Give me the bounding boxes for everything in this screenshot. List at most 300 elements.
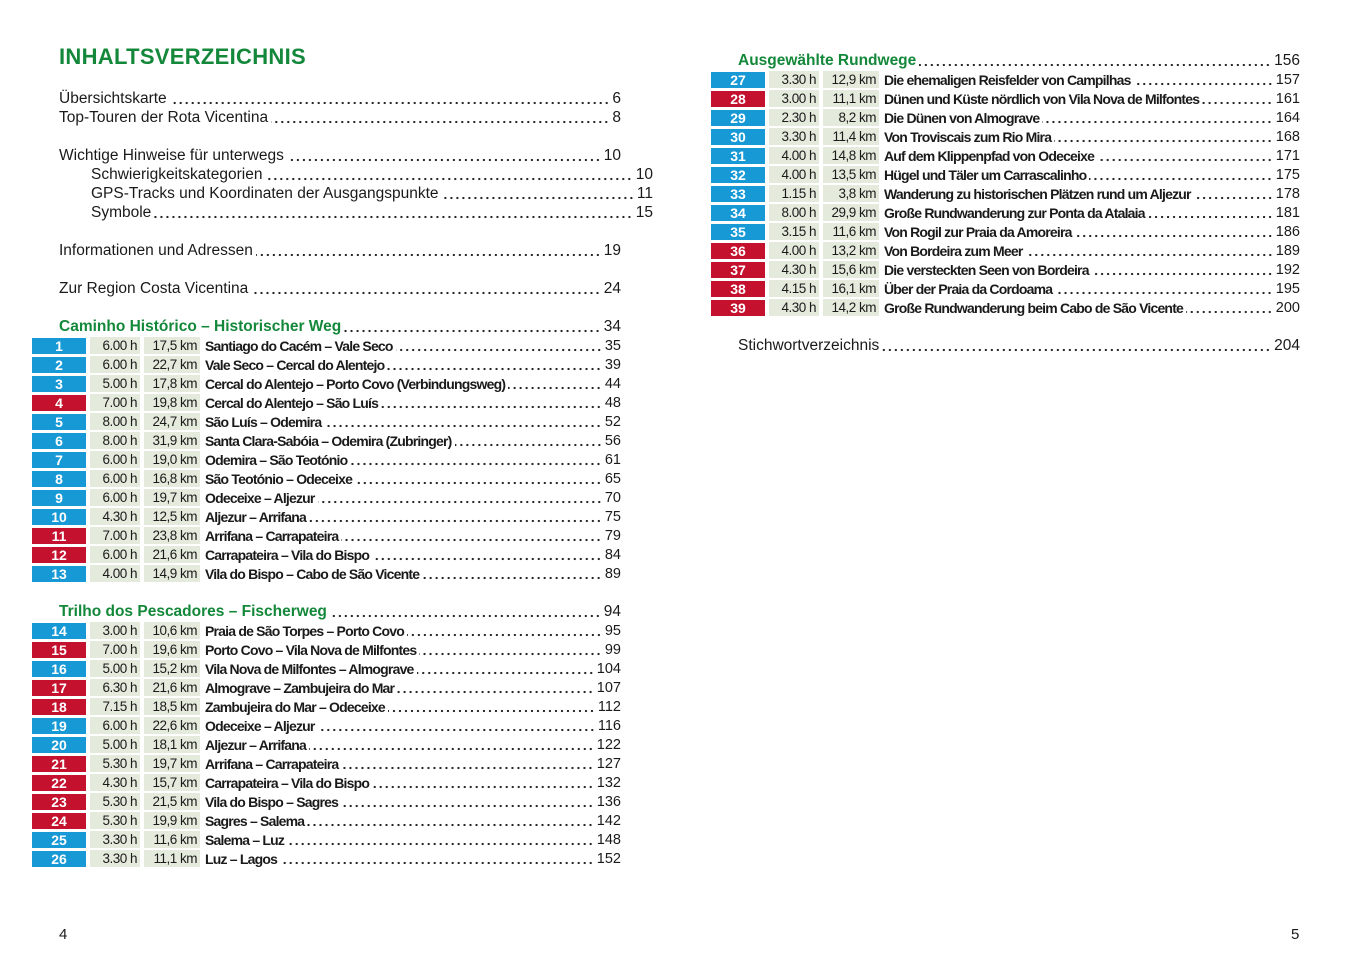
duration: 4.30 h: [769, 299, 819, 316]
dot-leader: [388, 697, 595, 716]
dot-leader: [256, 241, 601, 260]
page-ref: 195: [1275, 280, 1300, 297]
entry-title: Odeceixe – Aljezur: [205, 489, 315, 506]
duration: 7.15 h: [90, 698, 140, 715]
entry-title: Trilho dos Pescadores – Fischerweg: [59, 602, 327, 620]
distance: 13,5 km: [823, 166, 879, 183]
route-row[interactable]: [32, 659, 621, 678]
distance: 14,8 km: [823, 147, 879, 164]
dot-leader: [1026, 241, 1273, 260]
entry-title: Zambujeira do Mar – Odeceixe: [205, 698, 385, 715]
route-row[interactable]: [32, 336, 621, 355]
duration: 6.00 h: [90, 717, 140, 734]
page-ref: 142: [596, 812, 621, 829]
route-row[interactable]: [711, 127, 1300, 146]
duration: 2.30 h: [769, 109, 819, 126]
entry-title: Ausgewählte Rundwege: [738, 51, 917, 69]
distance: 22,7 km: [144, 356, 200, 373]
route-number-badge: 28: [711, 91, 765, 107]
toc-entry[interactable]: [59, 89, 621, 108]
entry-title: Aljezur – Arrifana: [205, 508, 307, 525]
entry-title: Schwierigkeitskategorien: [91, 165, 263, 183]
route-number-badge: 29: [711, 110, 765, 126]
entry-title: Santa Clara-Sabóia – Odemira (Zubringer): [205, 432, 452, 449]
route-row[interactable]: [711, 89, 1300, 108]
route-number-badge: 2: [32, 357, 86, 373]
page-ref: 34: [603, 317, 621, 335]
route-number-badge: 1: [32, 338, 86, 354]
route-row[interactable]: [711, 222, 1300, 241]
distance: 21,6 km: [144, 679, 200, 696]
entry-title: Symbole: [91, 203, 152, 221]
route-number-badge: 12: [32, 547, 86, 563]
page-ref: 8: [612, 108, 621, 126]
route-row[interactable]: [32, 450, 621, 469]
entry-title: São Luís – Odemira: [205, 413, 322, 430]
entry-title: Almograve – Zambujeira do Mar: [205, 679, 395, 696]
page-ref: 99: [604, 641, 621, 658]
entry-title: Große Rundwanderung zur Ponta da Atalaia: [884, 204, 1145, 221]
duration: 4.00 h: [90, 565, 140, 582]
dot-leader: [287, 146, 601, 165]
route-number-badge: 9: [32, 490, 86, 506]
route-row[interactable]: [711, 165, 1300, 184]
dot-leader: [508, 374, 602, 393]
distance: 3,8 km: [823, 185, 879, 202]
page-ref: 148: [596, 831, 621, 848]
duration: 7.00 h: [90, 641, 140, 658]
dot-leader: [341, 526, 602, 545]
page-ref: 11: [636, 184, 653, 202]
dot-leader: [882, 336, 1271, 355]
entry-title: Große Rundwanderung beim Cabo de São Vicente: [884, 299, 1184, 316]
dot-leader: [341, 754, 593, 773]
route-row[interactable]: [32, 697, 621, 716]
route-number-badge: 21: [32, 756, 86, 772]
entry-title: Vila do Bispo – Sagres: [205, 793, 339, 810]
distance: 19,9 km: [144, 812, 200, 829]
duration: 6.00 h: [90, 356, 140, 373]
section-heading[interactable]: [59, 317, 621, 336]
distance: 22,6 km: [144, 717, 200, 734]
duration: 4.30 h: [90, 774, 140, 791]
route-row[interactable]: [32, 811, 621, 830]
page-ref: 56: [604, 432, 621, 449]
dot-leader: [318, 716, 595, 735]
route-row[interactable]: [32, 640, 621, 659]
route-row[interactable]: [711, 203, 1300, 222]
dot-leader: [341, 792, 594, 811]
dot-leader: [1054, 127, 1273, 146]
page-ref: 65: [604, 470, 621, 487]
entry-title: Aljezur – Arrifana: [205, 736, 307, 753]
page-ref: 24: [603, 279, 621, 297]
duration: 5.30 h: [90, 812, 140, 829]
entry-title: Arrifana – Carrapateira: [205, 755, 339, 772]
route-row[interactable]: [32, 507, 621, 526]
distance: 11,6 km: [144, 831, 200, 848]
route-number-badge: 19: [32, 718, 86, 734]
distance: 16,8 km: [144, 470, 200, 487]
route-number-badge: 37: [711, 262, 765, 278]
page-title: INHALTSVERZEICHNIS: [59, 44, 307, 69]
page-ref: 186: [1275, 223, 1300, 240]
dot-leader: [919, 51, 1271, 70]
page-ref: 200: [1275, 299, 1300, 316]
route-row[interactable]: [32, 545, 621, 564]
route-number-badge: 32: [711, 167, 765, 183]
distance: 19,0 km: [144, 451, 200, 468]
dot-leader: [170, 89, 610, 108]
page-ref: 94: [603, 602, 621, 620]
duration: 3.30 h: [769, 128, 819, 145]
route-number-badge: 11: [32, 528, 86, 544]
toc-entry[interactable]: [738, 336, 1300, 355]
route-number-badge: 35: [711, 224, 765, 240]
page-ref: 35: [604, 337, 621, 354]
entry-title: Santiago do Cacém – Vale Seco: [205, 337, 393, 354]
route-row[interactable]: [32, 469, 621, 488]
entry-title: Porto Covo – Vila Nova de Milfontes: [205, 641, 417, 658]
dot-leader: [350, 450, 601, 469]
route-row[interactable]: [32, 830, 621, 849]
entry-title: Luz – Lagos: [205, 850, 278, 867]
toc-entry[interactable]: [59, 184, 653, 203]
duration: 6.00 h: [90, 489, 140, 506]
route-number-badge: 20: [32, 737, 86, 753]
page-ref: 10: [603, 146, 621, 164]
entry-title: Von Troviscais zum Rio Mira: [884, 128, 1052, 145]
distance: 11,1 km: [823, 90, 879, 107]
route-row[interactable]: [711, 146, 1300, 165]
entry-title: Übersichtskarte: [59, 89, 167, 107]
route-number-badge: 4: [32, 395, 86, 411]
toc-entry[interactable]: [59, 108, 621, 127]
duration: 3.30 h: [90, 831, 140, 848]
dot-leader: [355, 469, 602, 488]
entry-title: Die Dünen von Almograve: [884, 109, 1040, 126]
route-row[interactable]: [711, 241, 1300, 260]
entry-title: Die ehemaligen Reisfelder von Campilhas: [884, 71, 1131, 88]
route-row[interactable]: [32, 431, 621, 450]
dot-leader: [1134, 70, 1273, 89]
page-ref: 161: [1275, 90, 1300, 107]
page-ref: 164: [1275, 109, 1300, 126]
page-ref: 116: [597, 717, 621, 734]
page-ref: 156: [1274, 51, 1300, 69]
distance: 18,1 km: [144, 736, 200, 753]
page-ref: 52: [604, 413, 621, 430]
entry-title: Cercal do Alentejo – Porto Covo (Verbindungsweg): [205, 375, 506, 392]
distance: 8,2 km: [823, 109, 879, 126]
route-row[interactable]: [32, 564, 621, 583]
route-number-badge: 24: [32, 813, 86, 829]
route-number-badge: 30: [711, 129, 765, 145]
route-number-badge: 10: [32, 509, 86, 525]
route-row[interactable]: [32, 355, 621, 374]
page-ref: 178: [1275, 185, 1300, 202]
dot-leader: [455, 431, 602, 450]
page-ref: 192: [1275, 261, 1300, 278]
entry-title: Arrifana – Carrapateira: [205, 527, 339, 544]
distance: 23,8 km: [144, 527, 200, 544]
entry-title: Sagres – Salema: [205, 812, 305, 829]
route-number-badge: 26: [32, 851, 86, 867]
dot-leader: [1092, 260, 1273, 279]
dot-leader: [419, 640, 602, 659]
distance: 11,1 km: [144, 850, 200, 867]
dot-leader: [372, 545, 602, 564]
page-number: 4: [59, 926, 68, 943]
dot-leader: [154, 203, 632, 222]
entry-title: Carrapateira – Vila do Bispo: [205, 546, 370, 563]
dot-leader: [280, 849, 594, 868]
duration: 5.00 h: [90, 375, 140, 392]
entry-title: Salema – Luz: [205, 831, 285, 848]
duration: 3.00 h: [90, 622, 140, 639]
route-number-badge: 34: [711, 205, 765, 221]
dot-leader: [442, 184, 634, 203]
entry-title: Hügel und Täler um Carrascalinho: [884, 166, 1087, 183]
page-ref: 122: [596, 736, 621, 753]
duration: 3.00 h: [769, 90, 819, 107]
duration: 3.15 h: [769, 223, 819, 240]
route-row[interactable]: [711, 298, 1300, 317]
page-ref: 44: [604, 375, 621, 392]
route-number-badge: 31: [711, 148, 765, 164]
entry-title: Vila Nova de Milfontes – Almograve: [205, 660, 414, 677]
page-ref: 136: [596, 793, 621, 810]
duration: 8.00 h: [769, 204, 819, 221]
distance: 19,7 km: [144, 755, 200, 772]
entry-title: Vila do Bispo – Cabo de São Vicente: [205, 565, 420, 582]
duration: 6.30 h: [90, 679, 140, 696]
route-row[interactable]: [32, 621, 621, 640]
section-heading[interactable]: [59, 602, 621, 621]
entry-title: Zur Region Costa Vicentina: [59, 279, 249, 297]
route-row[interactable]: [32, 488, 621, 507]
entry-title: Odeceixe – Aljezur: [205, 717, 315, 734]
dot-leader: [1202, 89, 1273, 108]
duration: 6.00 h: [90, 470, 140, 487]
route-number-badge: 27: [711, 72, 765, 88]
entry-title: Informationen und Adressen: [59, 241, 253, 259]
page-ref: 10: [635, 165, 653, 183]
entry-title: Wichtige Hinweise für unterwegs: [59, 146, 284, 164]
entry-title: Wanderung zu historischen Plätzen rund um Aljezur: [884, 185, 1191, 202]
distance: 31,9 km: [144, 432, 200, 449]
page-ref: 175: [1275, 166, 1300, 183]
distance: 17,8 km: [144, 375, 200, 392]
entry-title: GPS-Tracks und Koordinaten der Ausgangspunkte: [91, 184, 439, 202]
entry-title: Vale Seco – Cercal do Alentejo: [205, 356, 385, 373]
entry-title: Cercal do Alentejo – São Luís: [205, 394, 379, 411]
route-number-badge: 8: [32, 471, 86, 487]
entry-title: Auf dem Klippenpfad von Odeceixe: [884, 147, 1095, 164]
page-ref: 104: [596, 660, 621, 677]
duration: 4.30 h: [769, 261, 819, 278]
dot-leader: [318, 488, 602, 507]
route-row[interactable]: [711, 70, 1300, 89]
route-row[interactable]: [32, 735, 621, 754]
page-ref: 39: [604, 356, 621, 373]
duration: 3.30 h: [90, 850, 140, 867]
page-ref: 75: [604, 508, 621, 525]
toc-entry[interactable]: [59, 241, 621, 260]
page-ref: 79: [604, 527, 621, 544]
distance: 21,6 km: [144, 546, 200, 563]
entry-title: Die versteckten Seen von Bordeira: [884, 261, 1089, 278]
page-ref: 70: [604, 489, 621, 506]
route-number-badge: 18: [32, 699, 86, 715]
page-ref: 107: [596, 679, 621, 696]
distance: 14,2 km: [823, 299, 879, 316]
entry-title: Über der Praia da Cordoama: [884, 280, 1053, 297]
dot-leader: [396, 336, 602, 355]
toc-entry[interactable]: [59, 146, 621, 165]
route-number-badge: 15: [32, 642, 86, 658]
route-row[interactable]: [711, 108, 1300, 127]
dot-leader: [265, 165, 632, 184]
duration: 5.30 h: [90, 793, 140, 810]
duration: 8.00 h: [90, 413, 140, 430]
entry-title: Von Rogil zur Praia da Amoreira: [884, 223, 1072, 240]
route-number-badge: 39: [711, 300, 765, 316]
dot-leader: [381, 393, 602, 412]
route-row[interactable]: [32, 849, 621, 868]
duration: 4.30 h: [90, 508, 140, 525]
dot-leader: [1055, 279, 1273, 298]
duration: 5.30 h: [90, 755, 140, 772]
duration: 7.00 h: [90, 394, 140, 411]
route-number-badge: 16: [32, 661, 86, 677]
entry-title: Dünen und Küste nördlich von Vila Nova de Milfontes: [884, 90, 1200, 107]
duration: 7.00 h: [90, 527, 140, 544]
route-row[interactable]: [32, 526, 621, 545]
route-number-badge: 3: [32, 376, 86, 392]
route-row[interactable]: [32, 678, 621, 697]
page-ref: 89: [604, 565, 621, 582]
route-number-badge: 13: [32, 566, 86, 582]
distance: 12,5 km: [144, 508, 200, 525]
duration: 4.15 h: [769, 280, 819, 297]
duration: 5.00 h: [90, 736, 140, 753]
entry-title: Carrapateira – Vila do Bispo: [205, 774, 370, 791]
route-row[interactable]: [32, 792, 621, 811]
page-ref: 112: [597, 698, 621, 715]
distance: 21,5 km: [144, 793, 200, 810]
dot-leader: [387, 355, 602, 374]
dot-leader: [1075, 222, 1273, 241]
page-number: 5: [1291, 926, 1300, 943]
page-ref: 168: [1275, 128, 1300, 145]
distance: 18,5 km: [144, 698, 200, 715]
route-number-badge: 6: [32, 433, 86, 449]
page-ref: 84: [604, 546, 621, 563]
entry-title: Stichwortverzeichnis: [738, 336, 880, 354]
duration: 6.00 h: [90, 451, 140, 468]
toc-entry[interactable]: [59, 279, 621, 298]
page-ref: 6: [612, 89, 621, 107]
route-row[interactable]: [32, 393, 621, 412]
dot-leader: [324, 412, 602, 431]
toc-entry[interactable]: [59, 203, 653, 222]
distance: 19,6 km: [144, 641, 200, 658]
page-ref: 48: [604, 394, 621, 411]
toc-entry[interactable]: [59, 165, 653, 184]
duration: 4.00 h: [769, 242, 819, 259]
route-row[interactable]: [711, 184, 1300, 203]
distance: 10,6 km: [144, 622, 200, 639]
page-ref: 152: [596, 850, 621, 867]
route-row[interactable]: [32, 754, 621, 773]
dot-leader: [417, 659, 594, 678]
dot-leader: [271, 108, 609, 127]
distance: 12,9 km: [823, 71, 879, 88]
route-number-badge: 17: [32, 680, 86, 696]
page-ref: 132: [596, 774, 621, 791]
dot-leader: [397, 678, 594, 697]
dot-leader: [1097, 146, 1273, 165]
distance: 14,9 km: [144, 565, 200, 582]
route-number-badge: 23: [32, 794, 86, 810]
duration: 3.30 h: [769, 71, 819, 88]
duration: 6.00 h: [90, 546, 140, 563]
route-row[interactable]: [32, 412, 621, 431]
route-row[interactable]: [32, 374, 621, 393]
entry-title: Praia de São Torpes – Porto Covo: [205, 622, 404, 639]
route-row[interactable]: [711, 279, 1300, 298]
dot-leader: [287, 830, 594, 849]
duration: 1.15 h: [769, 185, 819, 202]
page-ref: 204: [1274, 336, 1300, 354]
page-ref: 19: [603, 241, 621, 259]
route-number-badge: 7: [32, 452, 86, 468]
dot-leader: [251, 279, 600, 298]
distance: 11,4 km: [823, 128, 879, 145]
distance: 15,7 km: [144, 774, 200, 791]
page-ref: 127: [596, 755, 621, 772]
route-number-badge: 36: [711, 243, 765, 259]
distance: 15,2 km: [144, 660, 200, 677]
page-ref: 15: [635, 203, 653, 221]
route-row[interactable]: [32, 716, 621, 735]
distance: 11,6 km: [823, 223, 879, 240]
duration: 5.00 h: [90, 660, 140, 677]
dot-leader: [1042, 108, 1272, 127]
dot-leader: [330, 602, 601, 621]
entry-title: Von Bordeira zum Meer: [884, 242, 1023, 259]
route-number-badge: 25: [32, 832, 86, 848]
entry-title: Caminho Histórico – Historischer Weg: [59, 317, 342, 335]
route-number-badge: 33: [711, 186, 765, 202]
route-number-badge: 5: [32, 414, 86, 430]
dot-leader: [422, 564, 602, 583]
section-heading[interactable]: [738, 51, 1300, 70]
page-ref: 95: [604, 622, 621, 639]
route-row[interactable]: [711, 260, 1300, 279]
duration: 8.00 h: [90, 432, 140, 449]
dot-leader: [372, 773, 594, 792]
distance: 24,7 km: [144, 413, 200, 430]
dot-leader: [307, 811, 594, 830]
dot-leader: [1186, 298, 1273, 317]
route-row[interactable]: [32, 773, 621, 792]
page-ref: 189: [1275, 242, 1300, 259]
route-number-badge: 22: [32, 775, 86, 791]
entry-title: São Teotónio – Odeceixe: [205, 470, 353, 487]
entry-title: Top-Touren der Rota Vicentina: [59, 108, 269, 126]
